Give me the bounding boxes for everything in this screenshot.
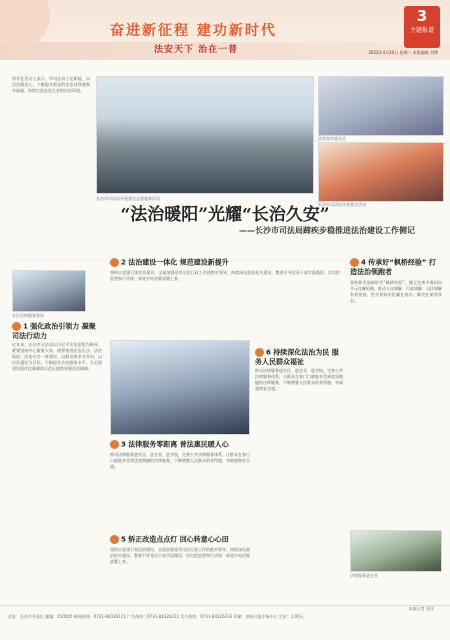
section-1-title: 1 强化政治引领力 凝聚司法行动力 <box>12 322 96 340</box>
banner-title: 奋进新征程 建功新时代 <box>110 23 277 39</box>
lamp-icon <box>110 535 119 544</box>
column-2-text: 坚持以党建引领法治建设，全面加强党对司法行政工作的绝对领导，持续深化政治机关建设，教育引导党员干部学思践悟，切实把思想和行动统一到党中央决策部署上来。 <box>110 270 340 281</box>
column-1-text: 近年来，长沙市司法局以习近平法治思想为指导，紧紧围绕中心服务大局，统筹推进法治长沙、法治政府、法治社会一体建设，以群众需求为导向，以法治惠民为目标，不断提升法治服务水平，为全面建设现代化新湖南示范区提供坚强法治保障。 <box>12 342 102 371</box>
mid-right-caption: 长沙市司法局开展普法活动 <box>318 202 366 207</box>
banner-subtitle: 法安天下 治在一普 <box>154 45 239 55</box>
flag-icon <box>12 322 21 331</box>
column-5-text: 坚持以党建引领法治建设，全面加强党对司法行政工作的绝对领导，持续深化政治机关建设，教育引导党员干部学思践悟，切实把思想和行动统一到党中央决策部署上来。 <box>110 547 250 564</box>
section-6-title: 6 持续深化法治为民 服务人民群众福祉 <box>255 348 339 366</box>
mid-right-photo <box>318 142 444 202</box>
main-photo <box>96 76 314 194</box>
star-icon <box>350 258 359 267</box>
author-byline: 本报记者 张洋 <box>408 606 434 611</box>
main-photo-caption: 长沙市司法局开展普法志愿服务活动 <box>96 196 160 201</box>
top-right-caption: 法治宣传进社区 <box>318 136 346 141</box>
footer-text: 社址：长沙市芙蓉区 邮编：410005 新闻热线：0731-84326111 广告热线：0731-84326222 发行热线：0731-84326333 印刷：湖南日报印务中心 定价：1.00元 <box>8 614 304 619</box>
section-5-title: 5 矫正改造点点灯 回心转意心心田 <box>110 535 250 545</box>
top-right-photo <box>318 76 444 136</box>
page-badge <box>404 6 440 48</box>
left-photo-caption: 社区法律服务现场 <box>12 313 44 318</box>
page-footer <box>0 605 450 640</box>
main-headline: “法治暖阳”光耀“长治久安” <box>120 205 330 225</box>
headline-subtitle: ——长沙市司法局蹄疾步稳推进法治建设工作侧记 <box>239 226 415 235</box>
check-icon <box>255 348 264 357</box>
section-2-title: 2 法治建设一体化 规范建设新提升 <box>110 258 310 268</box>
page-section: 主题报道 <box>409 27 434 34</box>
page-number: 3 <box>416 7 428 25</box>
column-3-text: 推动法律服务进社区、进企业、进学校，完善公共法律服务体系，让群众在家门口就能享受到优质便捷的法律服务，不断增强人民群众的获得感、幸福感和安全感。 <box>255 368 343 391</box>
page-meta: 2022年4月20日 星期二 本版编辑 刘博 <box>368 50 438 55</box>
right-photo <box>350 530 442 572</box>
center-photo <box>110 340 250 435</box>
column-6-text: 坚持和发展新时代“枫桥经验”，健全完善矛盾纠纷多元化解机制，推动人民调解、行政调解、司法调解有机衔接，把矛盾纠纷化解在基层、解决在萌芽状态。 <box>350 280 442 303</box>
section-3-title: 3 法律服务零距离 普法惠民暖人心 <box>110 440 250 450</box>
column-4-text: 推动法律服务进社区、进企业、进学校，完善公共法律服务体系，让群众在家门口就能享受到优质便捷的法律服务，不断增强人民群众的获得感、幸福感和安全感。 <box>110 452 250 469</box>
heart-icon <box>110 440 119 449</box>
right-photo-caption: 法律服务进企业 <box>350 573 378 578</box>
section-4-title: 4 传承好“枫桥经验” 打造法治领跑者 <box>350 258 436 276</box>
left-photo <box>12 270 86 312</box>
intro-text: 领导在活动上表示，市司法局立足职能，以法治暖民心，不断提升群众的法治获得感和幸福感，持续打造长治久安的法治环境。 <box>12 76 90 93</box>
header-banner <box>0 0 450 60</box>
pin-icon <box>110 258 119 267</box>
